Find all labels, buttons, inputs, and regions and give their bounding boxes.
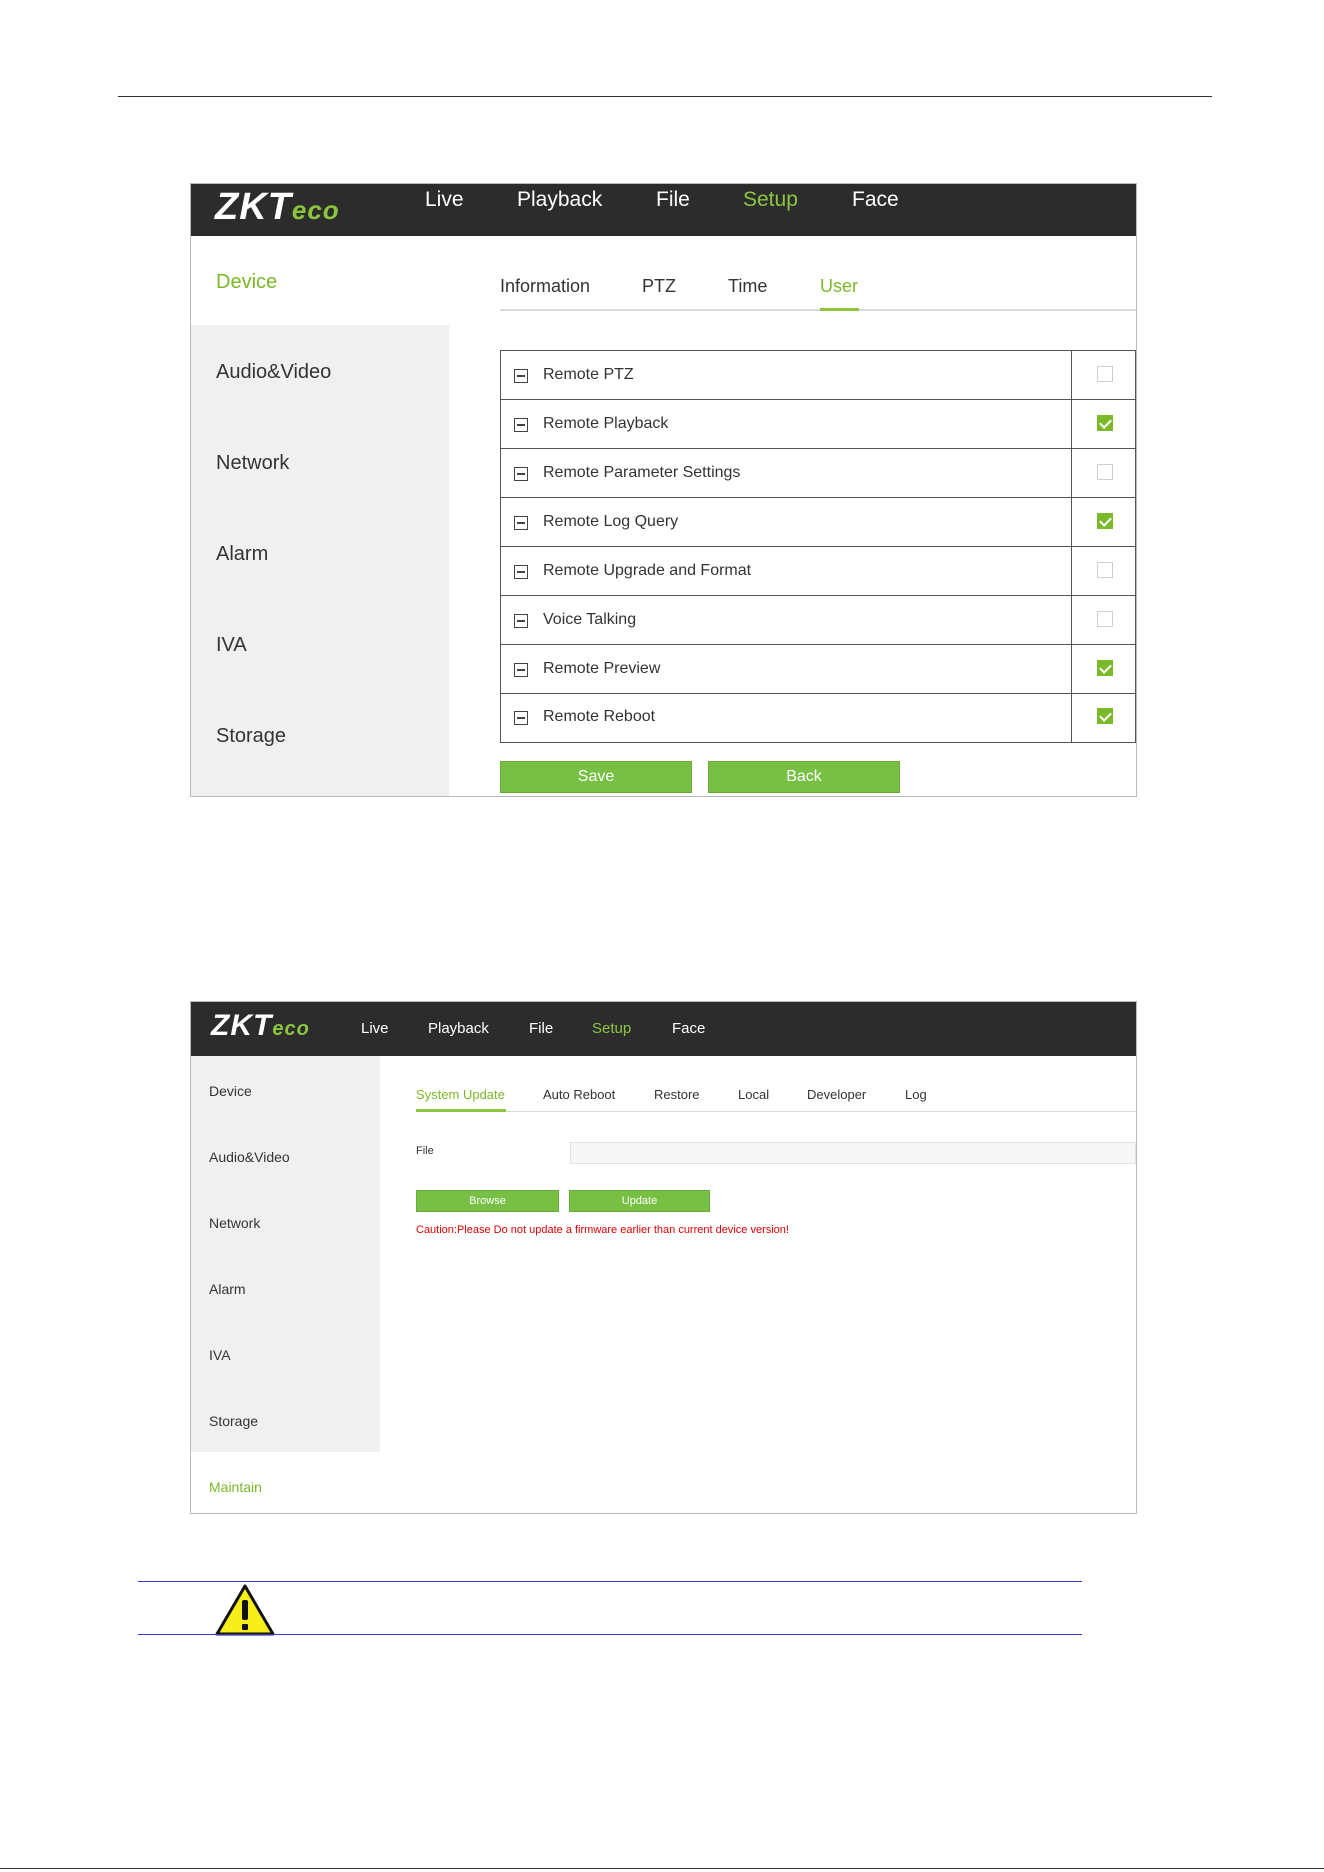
sidebar-item-storage[interactable]: Storage — [209, 1413, 259, 1429]
file-path-field[interactable] — [570, 1142, 1136, 1164]
sidebar-background — [191, 1056, 380, 1452]
top-nav-bar — [191, 184, 1136, 236]
permission-row-remote-ptz — [501, 351, 1135, 400]
permission-checkbox[interactable] — [1097, 562, 1113, 578]
tab-ptz[interactable]: PTZ — [642, 276, 676, 296]
sidebar-item-network[interactable]: Network — [216, 452, 290, 474]
collapse-icon[interactable] — [514, 467, 528, 481]
top-nav-bar — [191, 1002, 1136, 1056]
sidebar-item-audio-video[interactable]: Audio&Video — [216, 361, 332, 383]
permission-row-remote-upgrade-format — [501, 547, 1135, 596]
permission-row-voice-talking — [501, 596, 1135, 645]
caution-message: Caution:Please Do not update a firmware earlier than current device version! — [416, 1224, 789, 1236]
nav-file[interactable]: File — [656, 188, 690, 211]
sidebar-item-maintain[interactable]: Maintain — [209, 1479, 262, 1495]
collapse-icon[interactable] — [514, 565, 528, 579]
sidebar-item-device[interactable]: Device — [209, 1083, 252, 1099]
nav-live[interactable]: Live — [425, 188, 464, 211]
permission-label: Remote Log Query — [543, 513, 679, 530]
note-bottom-line — [138, 1634, 1082, 1635]
permission-row-remote-reboot — [501, 694, 1135, 742]
permission-checkbox[interactable] — [1097, 660, 1113, 676]
tab-log[interactable]: Log — [905, 1087, 927, 1102]
save-button[interactable]: Save — [500, 761, 692, 793]
sidebar-item-storage[interactable]: Storage — [216, 725, 287, 747]
tab-system-update[interactable]: System Update — [416, 1087, 505, 1102]
tab-divider — [416, 1111, 1137, 1112]
nav-face[interactable]: Face — [672, 1020, 706, 1037]
sidebar-item-iva[interactable]: IVA — [209, 1347, 231, 1363]
tab-developer[interactable]: Developer — [807, 1087, 867, 1102]
permission-row-remote-preview — [501, 645, 1135, 694]
tab-auto-reboot[interactable]: Auto Reboot — [543, 1087, 616, 1102]
sidebar-item-alarm[interactable]: Alarm — [216, 543, 269, 565]
tab-active-underline — [820, 308, 859, 311]
nav-live[interactable]: Live — [361, 1020, 389, 1037]
tab-user[interactable]: User — [820, 276, 859, 296]
nav-file[interactable]: File — [529, 1020, 554, 1037]
zkteco-logo: ZKTeco — [215, 186, 340, 228]
collapse-icon[interactable] — [514, 614, 528, 628]
permission-checkbox[interactable] — [1097, 611, 1113, 627]
nav-playback[interactable]: Playback — [428, 1020, 489, 1037]
collapse-icon[interactable] — [514, 711, 528, 725]
permission-checkbox[interactable] — [1097, 366, 1113, 382]
zkteco-logo: ZKTeco — [211, 1009, 310, 1042]
permissions-table — [500, 350, 1136, 743]
permission-checkbox[interactable] — [1097, 708, 1113, 724]
warning-icon — [215, 1584, 275, 1636]
tab-information[interactable]: Information — [500, 276, 591, 296]
collapse-icon[interactable] — [514, 516, 528, 530]
page-top-rule — [118, 96, 1212, 97]
sidebar-item-network[interactable]: Network — [209, 1215, 261, 1231]
tab-restore[interactable]: Restore — [654, 1087, 700, 1102]
file-label: File — [416, 1145, 434, 1157]
tab-active-underline — [416, 1109, 506, 1112]
permission-label: Voice Talking — [543, 611, 637, 628]
page-bottom-rule — [0, 1868, 1324, 1869]
nav-playback[interactable]: Playback — [517, 188, 603, 211]
nav-setup[interactable]: Setup — [592, 1020, 632, 1037]
permission-row-remote-parameter-settings — [501, 449, 1135, 498]
permission-row-remote-playback — [501, 400, 1135, 449]
browse-button[interactable]: Browse — [416, 1190, 559, 1212]
permission-label: Remote Reboot — [543, 708, 656, 725]
user-permissions-screenshot — [190, 183, 1137, 797]
permission-label: Remote Parameter Settings — [543, 464, 741, 481]
permission-label: Remote Preview — [543, 660, 661, 677]
tab-local[interactable]: Local — [738, 1087, 770, 1102]
permission-label: Remote Playback — [543, 415, 669, 432]
tab-time[interactable]: Time — [728, 276, 768, 296]
nav-face[interactable]: Face — [852, 188, 899, 211]
tab-divider — [500, 309, 1137, 311]
collapse-icon[interactable] — [514, 369, 528, 383]
permission-label: Remote PTZ — [543, 366, 634, 383]
sidebar-item-alarm[interactable]: Alarm — [209, 1281, 246, 1297]
permission-checkbox[interactable] — [1097, 464, 1113, 480]
sidebar-item-iva[interactable]: IVA — [216, 634, 247, 656]
nav-setup[interactable]: Setup — [743, 188, 798, 211]
system-update-screenshot — [190, 1001, 1137, 1514]
sidebar-item-device[interactable]: Device — [216, 271, 278, 293]
permission-checkbox[interactable] — [1097, 415, 1113, 431]
note-top-line — [138, 1581, 1082, 1582]
collapse-icon[interactable] — [514, 663, 528, 677]
permission-label: Remote Upgrade and Format — [543, 562, 752, 579]
permission-row-remote-log-query — [501, 498, 1135, 547]
update-button[interactable]: Update — [569, 1190, 710, 1212]
sidebar-item-audio-video[interactable]: Audio&Video — [209, 1149, 290, 1165]
collapse-icon[interactable] — [514, 418, 528, 432]
back-button[interactable]: Back — [708, 761, 900, 793]
permission-checkbox[interactable] — [1097, 513, 1113, 529]
